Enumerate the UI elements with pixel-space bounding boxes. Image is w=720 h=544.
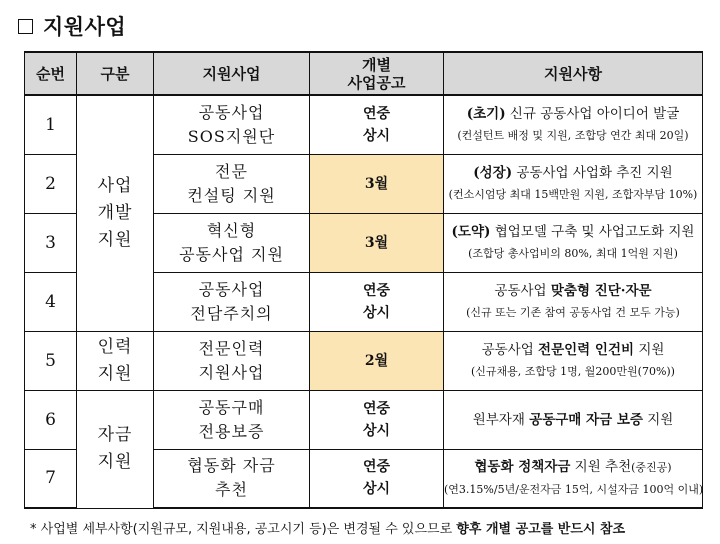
category-label-line: 인력 (97, 336, 133, 357)
checkbox-square-icon (18, 19, 33, 34)
table-row (25, 390, 703, 449)
category-label-line: 지원 (97, 229, 133, 250)
details-prefix-text: (성장) (473, 164, 513, 181)
header-announce-line1: 개별 (362, 55, 391, 74)
header-details: 지원사항 (444, 52, 703, 95)
announcement-cell (310, 95, 444, 154)
support-details (444, 331, 703, 390)
category-label-line: 개발 (97, 202, 133, 223)
announcement-line: 2월 (364, 352, 389, 369)
program-name (154, 449, 310, 508)
details-main-line (444, 409, 702, 431)
details-main-text: 협업모델 구축 및 사업고도화 지원 (490, 223, 695, 240)
details-bold-text: 협동화 정책자금 (474, 458, 571, 475)
header-program: 지원사업 (154, 52, 310, 95)
program-name-line: 공동사업 (198, 279, 265, 299)
announcement-cell (310, 331, 444, 390)
details-bold-text: 맞춤형 진단·자문 (550, 282, 652, 299)
program-name-line: 전담주치의 (190, 303, 273, 323)
support-details (444, 154, 703, 213)
announcement-line: 연중 (362, 400, 391, 417)
details-post-text: 지원 (642, 411, 674, 428)
category-cell (77, 95, 154, 331)
details-small-text: (중진공) (631, 460, 672, 474)
program-name (154, 95, 310, 154)
details-pre-text: 공동사업 (481, 341, 539, 358)
details-main-text: 신규 공동사업 아이디어 발굴 (505, 105, 680, 122)
program-name-line: 컨설팅 지원 (187, 185, 276, 205)
details-main-text: 공동사업 사업화 추진 지원 (512, 164, 673, 181)
row-number: 6 (25, 390, 77, 449)
support-details (444, 272, 703, 331)
details-post-text: 지원 추천 (570, 458, 632, 475)
details-main-line (444, 103, 702, 125)
details-pre-text: 공동사업 (494, 282, 551, 299)
details-bold-text: 전문인력 인건비 (538, 341, 635, 358)
program-name (154, 390, 310, 449)
announcement-line: 연중 (362, 282, 391, 299)
details-sub-line: (신규 또는 기존 참여 공동사업 건 모두 가능) (466, 305, 680, 319)
program-name (154, 213, 310, 272)
section-title-text: 지원사업 (43, 15, 127, 39)
footnote (30, 518, 625, 537)
program-name-line: 지원사업 (198, 362, 265, 382)
program-name-line: 전문 (215, 161, 248, 181)
details-sub-line: (컨설턴트 배정 및 지원, 조합당 연간 최대 20일) (457, 128, 689, 142)
category-label-line: 지원 (97, 363, 133, 384)
announcement-line: 상시 (362, 481, 391, 498)
announcement-cell (310, 272, 444, 331)
announcement-cell (310, 449, 444, 508)
header-no: 순번 (25, 52, 77, 95)
support-details (444, 390, 703, 449)
details-pre-text: 원부자재 (472, 411, 530, 428)
announcement-line: 연중 (362, 459, 391, 476)
program-name-line: 혁신형 (206, 220, 257, 240)
header-category: 구분 (77, 52, 154, 95)
category-cell (77, 331, 154, 390)
table-row (25, 95, 703, 154)
category-cell (77, 390, 154, 508)
details-prefix-text: (도약) (451, 223, 491, 240)
footnote-emphasis: 향후 개별 공고를 반드시 참조 (456, 522, 626, 537)
details-main-line (444, 221, 702, 243)
program-name-line: 공동사업 지원 (179, 244, 284, 264)
details-main-line (444, 162, 702, 184)
support-details (444, 213, 703, 272)
details-sub-line: (컨소시엄당 최대 15백만원 지원, 조합자부담 10%) (448, 187, 698, 201)
row-number: 7 (25, 449, 77, 508)
table-header-row (25, 52, 703, 95)
program-name (154, 154, 310, 213)
announcement-line: 상시 (362, 422, 391, 439)
program-name (154, 272, 310, 331)
program-name-line: 협동화 자금 (187, 456, 276, 476)
program-name-line: 공동사업 (198, 102, 265, 122)
details-sub-line: (신규채용, 조합당 1명, 월200만원(70%)) (471, 364, 675, 378)
announcement-line: 상시 (362, 304, 391, 321)
details-main-line (444, 339, 702, 361)
header-announce (310, 52, 444, 95)
row-number: 2 (25, 154, 77, 213)
announcement-cell (310, 213, 444, 272)
category-label-line: 지원 (97, 452, 133, 472)
program-name (154, 331, 310, 390)
category-label-line: 자금 (97, 425, 133, 445)
announcement-line: 연중 (362, 105, 391, 122)
section-title (18, 10, 126, 42)
details-post-text: 지원 (634, 341, 665, 358)
program-name-line: 전용보증 (198, 421, 265, 441)
row-number: 3 (25, 213, 77, 272)
footnote-text: * 사업별 세부사항(지원규모, 지원내용, 공고시기 등)은 변경될 수 있으므로 (30, 522, 457, 537)
row-number: 4 (25, 272, 77, 331)
support-program-table (24, 51, 703, 509)
announcement-cell (310, 154, 444, 213)
program-name-line: 공동구매 (198, 397, 265, 417)
category-label-line: 사업 (97, 175, 133, 196)
support-details (444, 449, 703, 508)
details-main-line (444, 456, 702, 479)
row-number: 5 (25, 331, 77, 390)
program-name-line: SOS지원단 (187, 126, 276, 146)
details-prefix-text: (초기) (466, 105, 506, 122)
details-main-line (444, 280, 702, 302)
program-name-line: 추천 (215, 480, 248, 500)
details-sub-line: (조합당 총사업비의 80%, 최대 1억원 지원) (468, 246, 678, 260)
details-bold-text: 공동구매 자금 보증 (529, 411, 643, 428)
table-row (25, 331, 703, 390)
details-sub-line: (연3.15%/5년/운전자금 15억, 시설자금 100억 이내) (444, 482, 704, 496)
announcement-line: 상시 (362, 127, 391, 144)
announcement-line: 3월 (364, 234, 389, 251)
announcement-cell (310, 390, 444, 449)
program-name-line: 전문인력 (198, 338, 265, 358)
row-number: 1 (25, 95, 77, 154)
header-announce-line2: 사업공고 (347, 73, 406, 92)
support-details (444, 95, 703, 154)
announcement-line: 3월 (364, 175, 389, 192)
